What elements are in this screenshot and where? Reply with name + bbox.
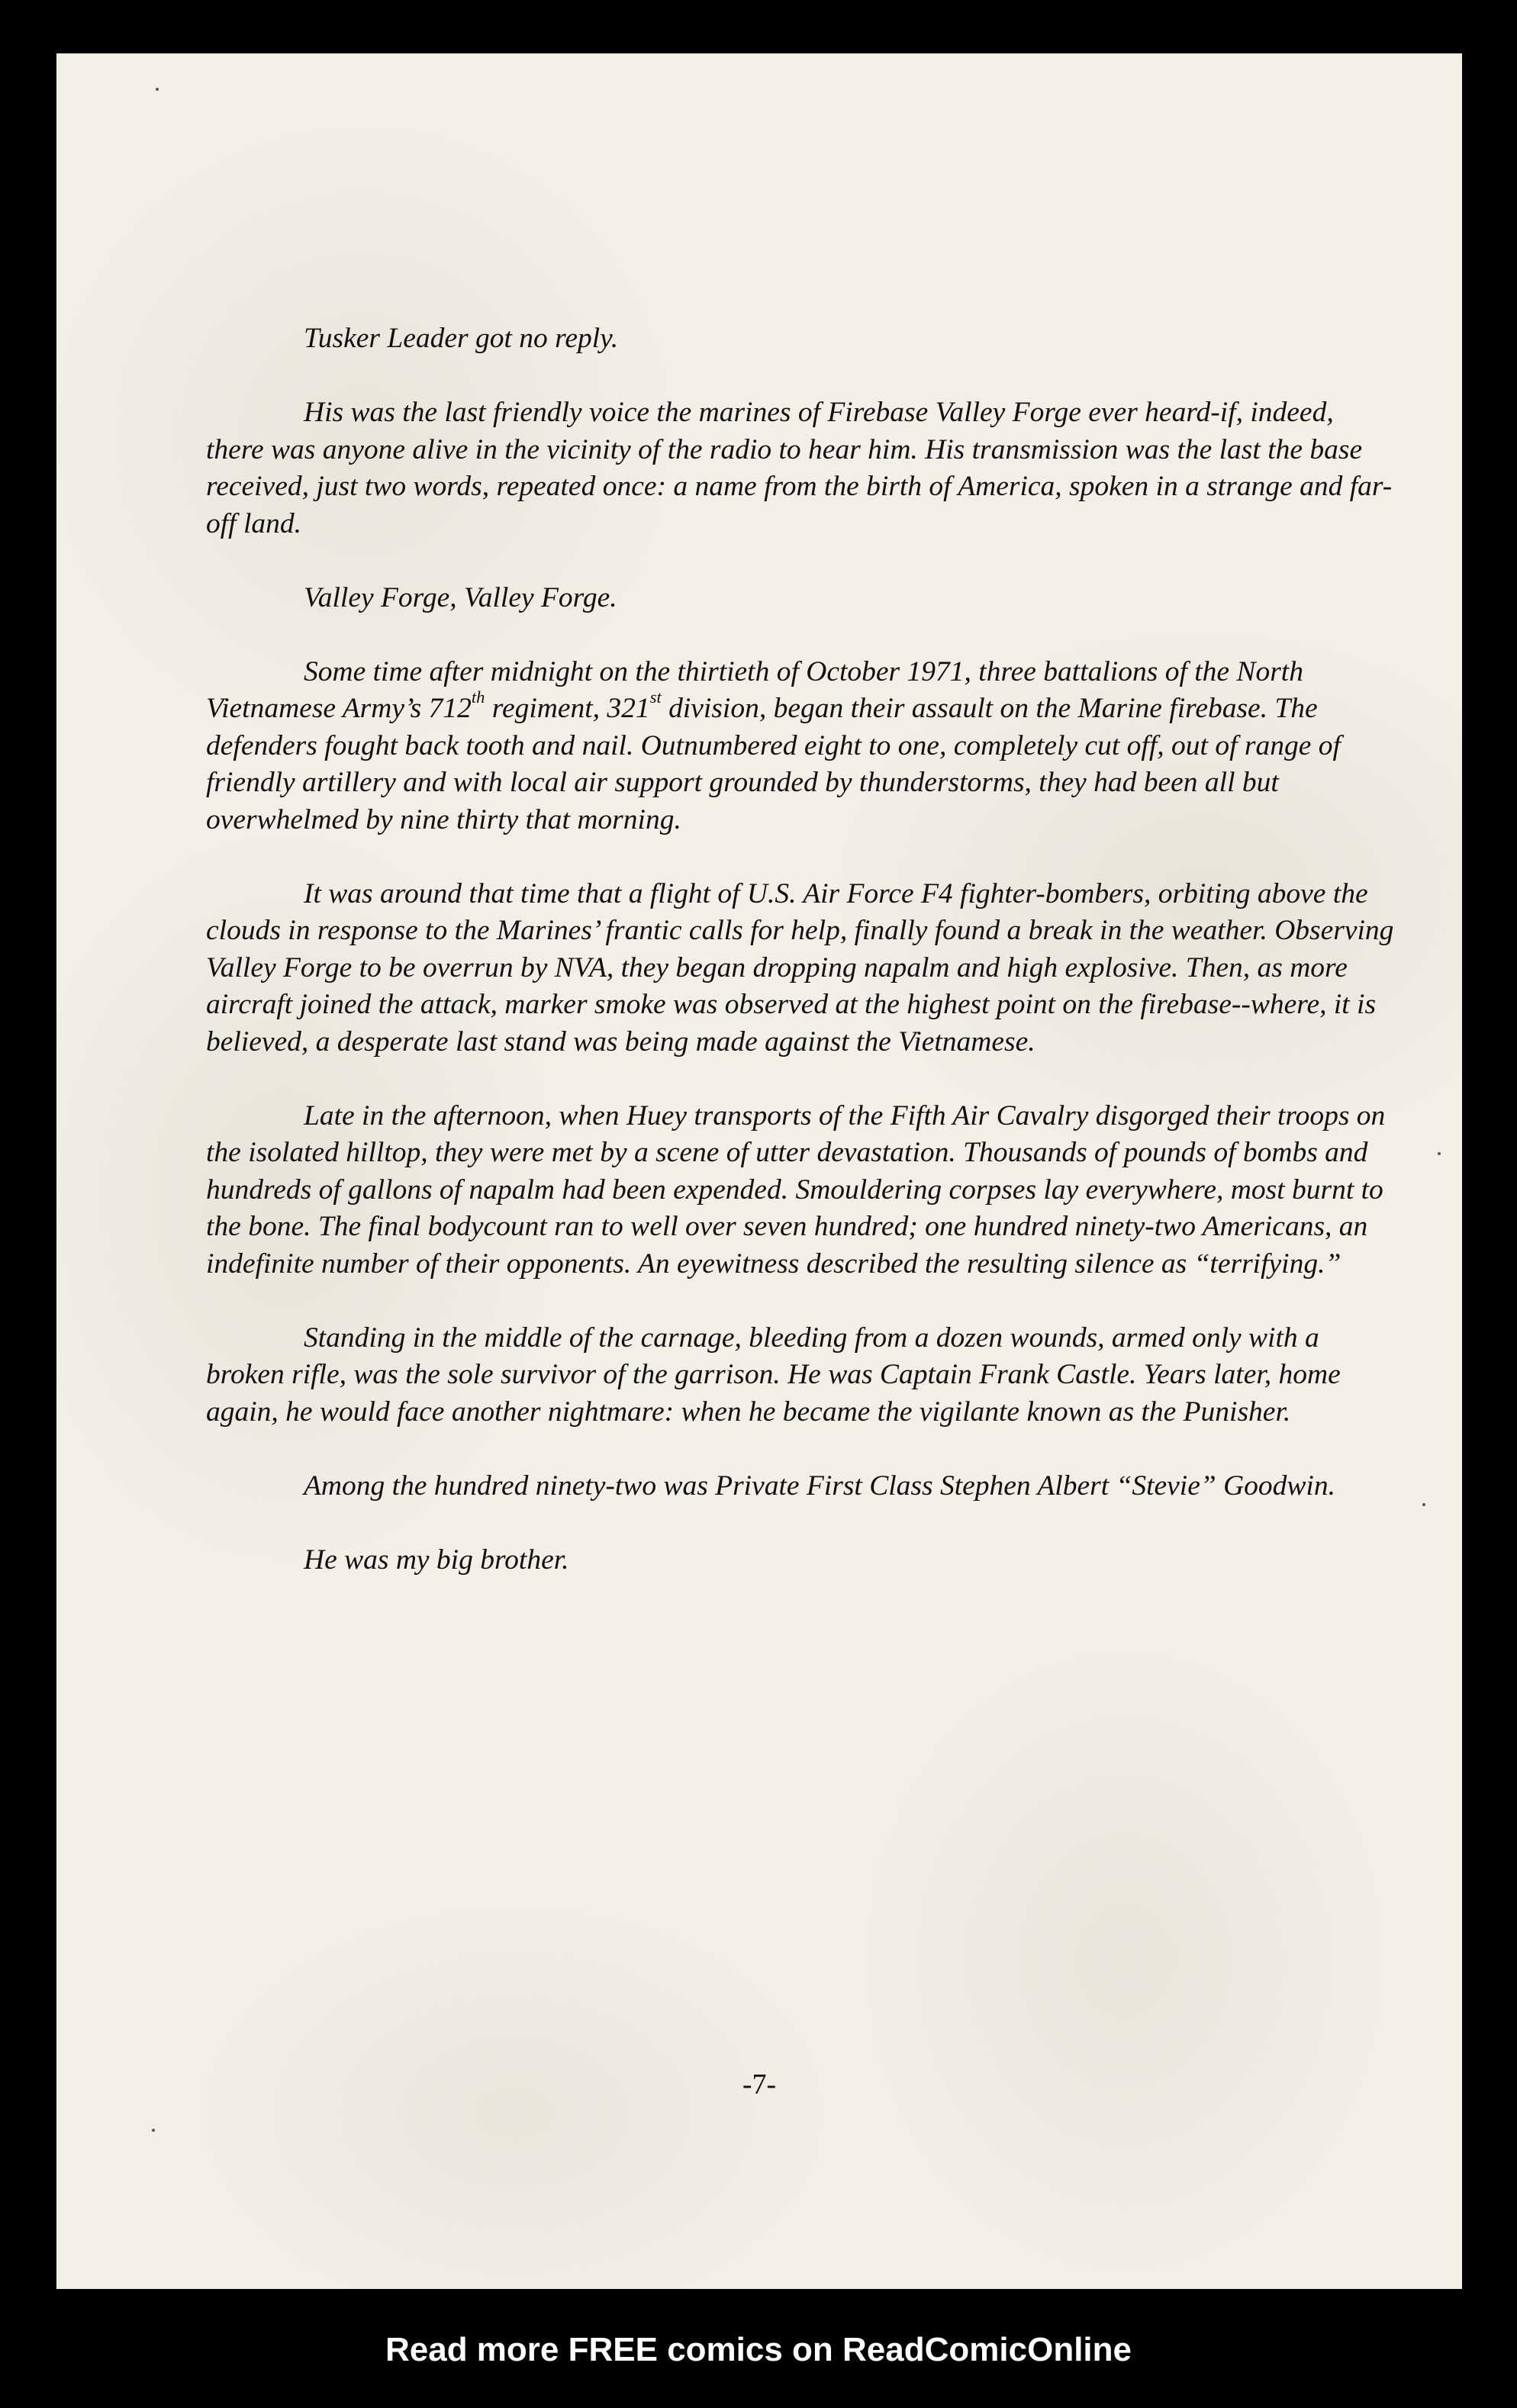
paragraph-3: Valley Forge, Valley Forge. — [304, 581, 617, 613]
paragraph-9: He was my big brother. — [304, 1544, 569, 1576]
ordinal-superscript-st: st — [649, 687, 662, 707]
paragraph-4-part-3: division, began their assault on the Marine firebase. The defenders fought back tooth and nail. Outnumbered eight to one, completely cut off, out of range of friendly artillery and with local air support grounded by thunderstorms, they had been all but overwhelmed by nine thirty that morning. — [206, 693, 1341, 835]
paper-speck — [1422, 1503, 1425, 1506]
paragraph-4-part-2: regiment, 321 — [485, 693, 650, 724]
paragraph-2: His was the last friendly voice the marines of Firebase Valley Forge ever heard-if, indeed, there was anyone alive in the vicinity of the radio to hear him. His transmission was the last the base received, just two words, repeated once: a name from the birth of America, spoken in a strange and far-off land. — [206, 397, 1393, 539]
paper-speck — [156, 88, 159, 91]
read-more-banner[interactable]: Read more FREE comics on ReadComicOnline — [385, 2331, 1132, 2368]
paragraph-6: Late in the afternoon, when Huey transports of the Fifth Air Cavalry disgorged their troops on the isolated hilltop, they were met by a scene of utter devastation. Thousands of pounds of bombs and hundreds of gallons of napalm had been expended. Smouldering corpses lay everywhere, most burnt to the bone. The final bodycount ran to well over seven hundred; one hundred ninety-two Americans, an indefinite number of their opponents. An eyewitness described the resulting silence as “terrifying.” — [206, 1099, 1386, 1280]
paragraph-1: Tusker Leader got no reply. — [304, 323, 619, 354]
paragraph-8: Among the hundred ninety-two was Private First Class Stephen Albert “Stevie” Goodwin. — [304, 1470, 1335, 1502]
paragraph-5: It was around that time that a flight of U.S. Air Force F4 fighter-bombers, orbiting above the clouds in response to the Marines’ frantic calls for help, finally found a break in the weather. Observing Valley Forge to be overrun by NVA, they began dropping napalm and high explosive. Then, as more aircraft joined the attack, marker smoke was observed at the highest point on the firebase--where, it is believed, a desperate last stand was being made against the Vietnamese. — [206, 877, 1394, 1058]
paper-speck — [152, 2129, 155, 2132]
paper-speck — [1438, 1152, 1441, 1155]
paragraph-4-part-1: Some time after midnight on the thirtieth of October 1971, three battalions of the North Vietnamese Army’s 712 — [206, 655, 1303, 724]
document-body — [206, 320, 1396, 1616]
document-page — [56, 53, 1462, 2289]
paragraph-7: Standing in the middle of the carnage, bleeding from a dozen wounds, armed only with a broken rifle, was the sole survivor of the garrison. He was Captain Frank Castle. Years later, home again, he would face another nightmare: when he became the vigilante known as the Punisher. — [206, 1322, 1341, 1428]
paragraph-4 — [206, 654, 1396, 839]
page-number: -7- — [742, 2068, 777, 2101]
ordinal-superscript-th: th — [471, 687, 485, 707]
